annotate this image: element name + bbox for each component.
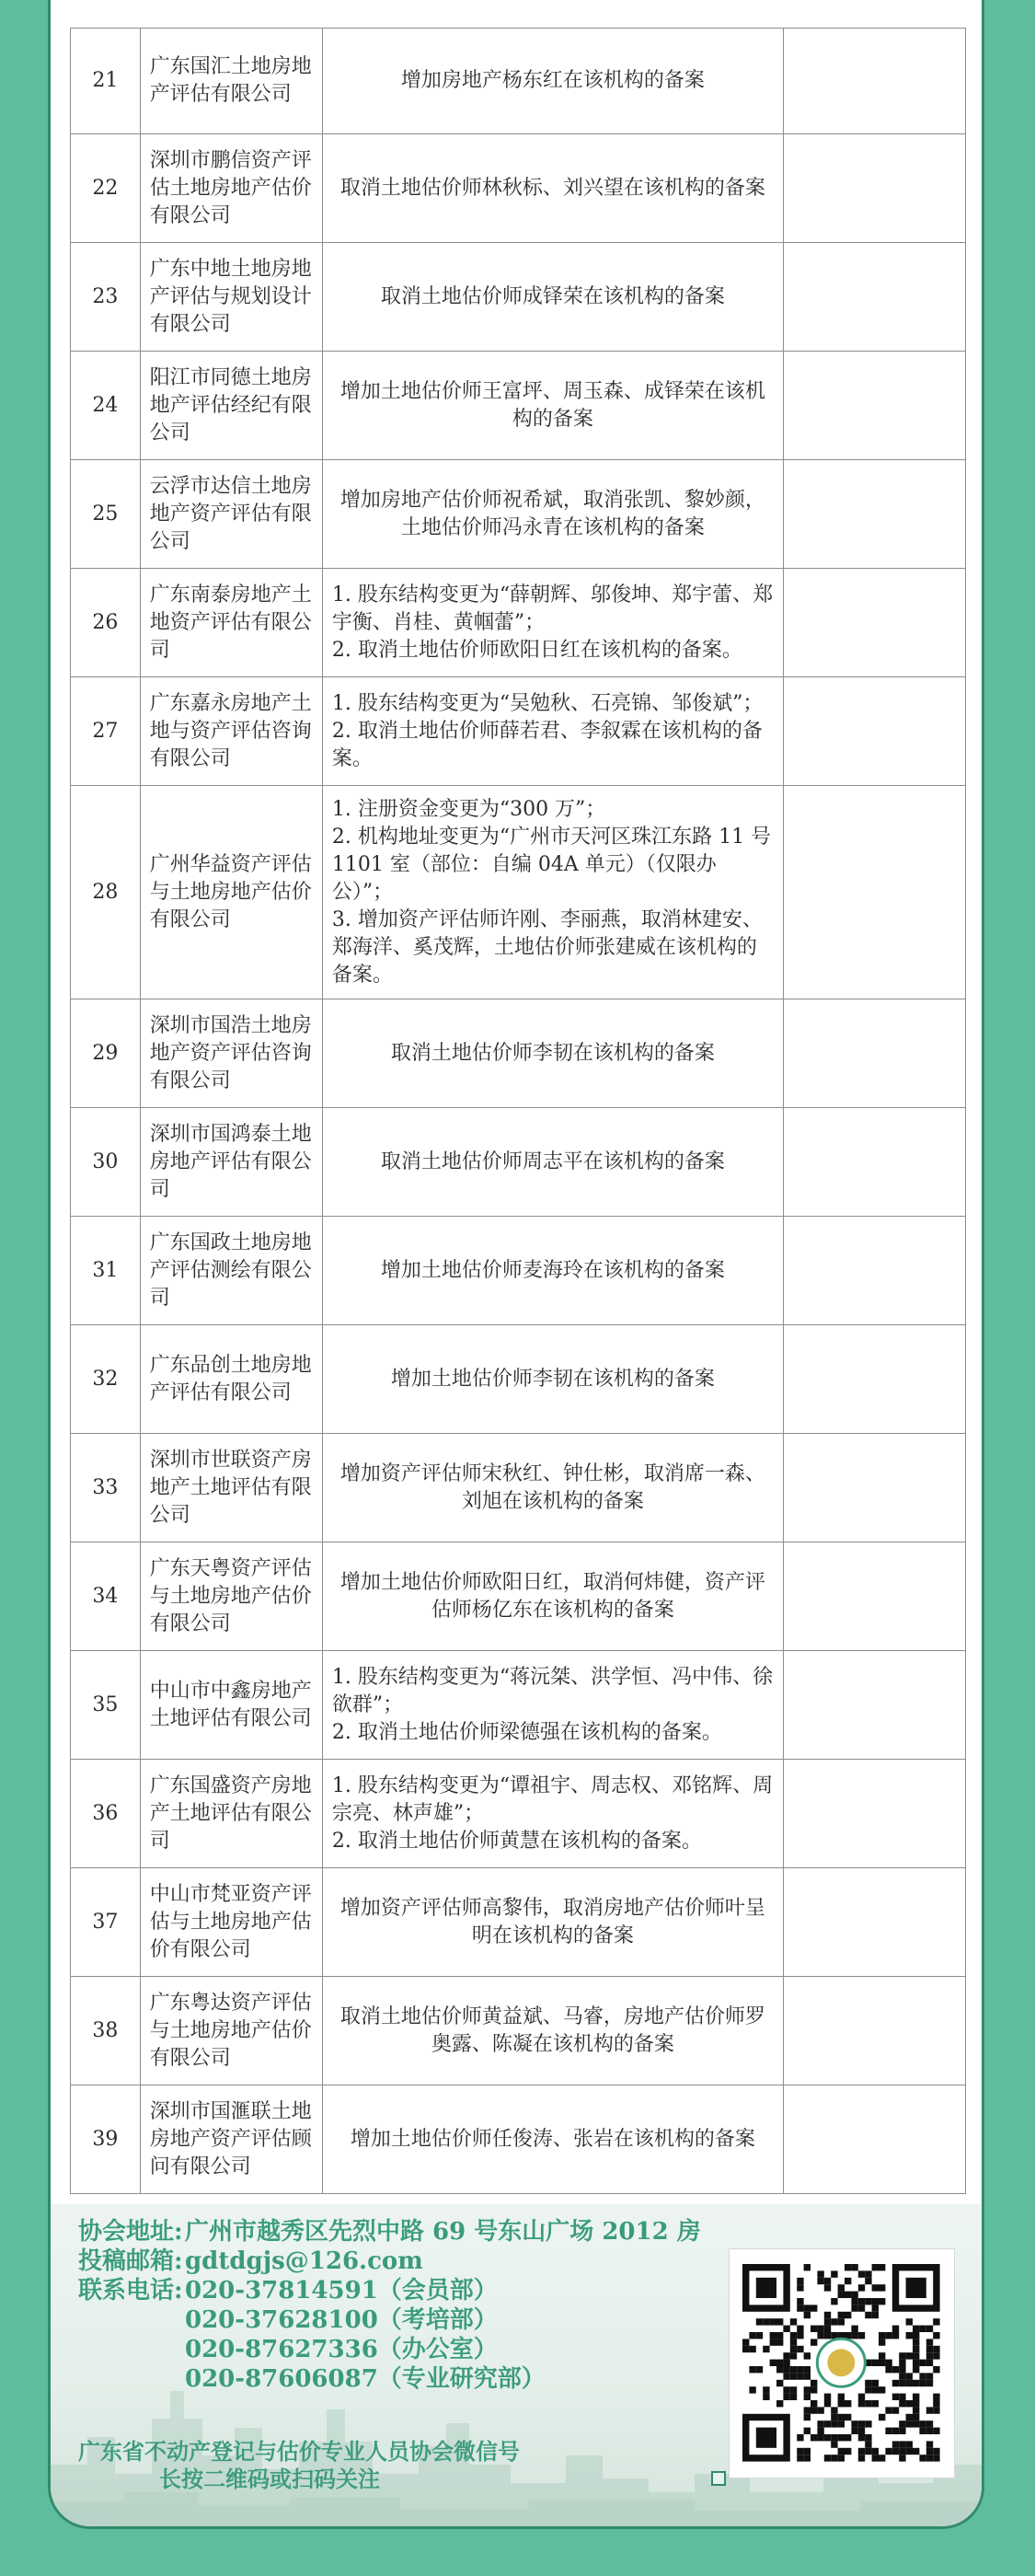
institution-name: 广东粤达资产评估与土地房地产估价有限公司 — [140, 1977, 322, 2085]
change-content-line: 取消土地估价师林秋标、刘兴望在该机构的备案 — [339, 176, 765, 200]
change-content-line: 取消土地估价师李韧在该机构的备案 — [390, 1041, 715, 1065]
change-content — [322, 677, 783, 786]
remarks-cell — [783, 1108, 965, 1217]
row-number: 34 — [71, 1542, 141, 1651]
table-row — [71, 460, 966, 569]
remarks-cell — [783, 1434, 965, 1542]
institution-name: 深圳市国浩土地房地产资产评估咨询有限公司 — [140, 999, 322, 1108]
change-content — [322, 243, 783, 352]
address-label: 协会地址: — [78, 2218, 183, 2246]
remarks-cell — [783, 1651, 965, 1760]
change-content — [322, 352, 783, 460]
remarks-cell — [783, 1760, 965, 1868]
row-number: 21 — [71, 29, 141, 134]
remarks-cell — [783, 786, 965, 999]
wechat-caption-line2: 长按二维码或扫码关注 — [159, 2466, 380, 2492]
change-content-line: 增加土地估价师王富坪、周玉森、成铎荣在该机构的备案 — [339, 379, 765, 431]
remarks-cell — [783, 243, 965, 352]
change-content-line: 1. 股东结构变更为“薛朝辉、邬俊坤、郑宇蕾、郑宇衡、肖桂、黄帼蕾”； — [331, 583, 774, 634]
change-content-line: 取消土地估价师成铎荣在该机构的备案 — [380, 284, 725, 308]
remarks-cell — [783, 999, 965, 1108]
address-row — [78, 2217, 704, 2247]
table-row — [71, 1542, 966, 1651]
change-content-line: 增加房地产杨东红在该机构的备案 — [400, 69, 705, 92]
institution-name: 阳江市同德土地房地产评估经纪有限公司 — [140, 352, 322, 460]
change-content-line: 增加土地估价师任俊涛、张岩在该机构的备案 — [350, 2127, 755, 2151]
change-content — [322, 1868, 783, 1977]
phone-value-4: 020-87606087（专业研究部） — [185, 2365, 546, 2393]
row-number: 32 — [71, 1325, 141, 1434]
change-content-line: 3. 增加资产评估师许刚、李丽燕，取消林建安、郑海洋、奚茂辉，土地估价师张建威在该机构的备案。 — [331, 907, 763, 987]
institution-name: 广东嘉永房地产土地与资产评估咨询有限公司 — [140, 677, 322, 786]
notice-card — [48, 0, 984, 2529]
change-content-line: 取消土地估价师周志平在该机构的备案 — [380, 1149, 725, 1173]
remarks-cell — [783, 352, 965, 460]
change-content-line: 取消土地估价师黄益斌、马睿，房地产估价师罗奥露、陈凝在该机构的备案 — [339, 2004, 765, 2056]
change-content — [322, 569, 783, 677]
institution-name: 深圳市世联资产房地产土地评估有限公司 — [140, 1434, 322, 1542]
change-content — [322, 2085, 783, 2194]
remarks-cell — [783, 2085, 965, 2194]
table-row — [71, 1651, 966, 1760]
change-content — [322, 460, 783, 569]
table-row — [71, 1217, 966, 1325]
remarks-cell — [783, 1217, 965, 1325]
table-row — [71, 1325, 966, 1434]
change-content-line: 增加房地产估价师祝希斌，取消张凯、黎妙颜，土地估价师冯永青在该机构的备案 — [339, 488, 765, 539]
institution-name: 广东品创土地房地产评估有限公司 — [140, 1325, 322, 1434]
row-number: 31 — [71, 1217, 141, 1325]
address-value: 广州市越秀区先烈中路 69 号东山广场 2012 房 — [185, 2218, 701, 2246]
change-content-line: 2. 取消土地估价师薛若君、李叙霖在该机构的备案。 — [331, 719, 763, 770]
institution-name: 深圳市鹏信资产评估土地房地产估价有限公司 — [140, 134, 322, 243]
table-row — [71, 1434, 966, 1542]
table-row — [71, 1108, 966, 1217]
remarks-cell — [783, 569, 965, 677]
change-content — [322, 1434, 783, 1542]
row-number: 33 — [71, 1434, 141, 1542]
row-number: 23 — [71, 243, 141, 352]
row-number: 38 — [71, 1977, 141, 2085]
row-number: 35 — [71, 1651, 141, 1760]
remarks-cell — [783, 460, 965, 569]
institution-name: 中山市中鑫房地产土地评估有限公司 — [140, 1651, 322, 1760]
row-number: 26 — [71, 569, 141, 677]
remarks-cell — [783, 1325, 965, 1434]
change-content-line: 1. 股东结构变更为“谭祖宇、周志权、邓铭辉、周宗亮、林声雄”； — [331, 1773, 774, 1825]
table-row — [71, 134, 966, 243]
row-number: 37 — [71, 1868, 141, 1977]
phone-value-3: 020-87627336（办公室） — [185, 2336, 498, 2363]
change-content — [322, 999, 783, 1108]
change-content — [322, 1651, 783, 1760]
qr-code-icon[interactable] — [729, 2248, 955, 2478]
row-number: 29 — [71, 999, 141, 1108]
change-content — [322, 1325, 783, 1434]
phone-label: 联系电话: — [78, 2277, 183, 2305]
institution-name: 广东天粤资产评估与土地房地产估价有限公司 — [140, 1542, 322, 1651]
institution-name: 广东国政土地房地产评估测绘有限公司 — [140, 1217, 322, 1325]
change-content-line: 2. 取消土地估价师欧阳日红在该机构的备案。 — [331, 638, 742, 662]
email-label: 投稿邮箱: — [78, 2247, 183, 2275]
row-number: 22 — [71, 134, 141, 243]
change-content-line: 1. 注册资金变更为“300 万”； — [331, 797, 606, 821]
row-number: 24 — [71, 352, 141, 460]
change-content-line: 2. 机构地址变更为“广州市天河区珠江东路 11 号 1101 室（部位：自编 04A 单元）（仅限办公）”； — [331, 825, 772, 904]
row-number: 39 — [71, 2085, 141, 2194]
institution-name: 广州华益资产评估与土地房地产估价有限公司 — [140, 786, 322, 999]
qr-code-graphic — [730, 2249, 954, 2478]
contact-footer — [51, 2204, 984, 2529]
records-table — [70, 28, 966, 2194]
table-row — [71, 1760, 966, 1868]
remarks-cell — [783, 29, 965, 134]
change-content — [322, 134, 783, 243]
institution-name: 云浮市达信土地房地产资产评估有限公司 — [140, 460, 322, 569]
wechat-caption — [78, 2438, 520, 2493]
change-content-line: 2. 取消土地估价师梁德强在该机构的备案。 — [331, 1720, 722, 1744]
change-content-line: 增加资产评估师高黎伟，取消房地产估价师叶呈明在该机构的备案 — [339, 1896, 765, 1947]
table-row — [71, 677, 966, 786]
remarks-cell — [783, 1868, 965, 1977]
row-number: 36 — [71, 1760, 141, 1868]
row-number: 28 — [71, 786, 141, 999]
institution-name: 广东国盛资产房地产土地评估有限公司 — [140, 1760, 322, 1868]
institution-name: 深圳市国鸿泰土地房地产评估有限公司 — [140, 1108, 322, 1217]
table-row — [71, 1977, 966, 2085]
qr-corner-icon — [711, 2471, 726, 2486]
table-row — [71, 352, 966, 460]
remarks-cell — [783, 1977, 965, 2085]
phone-value-1: 020-37814591（会员部） — [185, 2277, 498, 2305]
institution-name: 中山市梵亚资产评估与土地房地产估价有限公司 — [140, 1868, 322, 1977]
change-content — [322, 1760, 783, 1868]
remarks-cell — [783, 1542, 965, 1651]
row-number: 25 — [71, 460, 141, 569]
change-content — [322, 1217, 783, 1325]
table-row — [71, 1868, 966, 1977]
change-content-line: 增加土地估价师李韧在该机构的备案 — [390, 1367, 715, 1391]
phone-list — [185, 2305, 704, 2394]
table-row — [71, 2085, 966, 2194]
change-content-line: 1. 股东结构变更为“吴勉秋、石亮锦、邹俊斌”； — [331, 691, 764, 715]
change-content-line: 增加土地估价师麦海玲在该机构的备案 — [380, 1258, 725, 1282]
contact-info — [78, 2217, 704, 2394]
table-row — [71, 569, 966, 677]
institution-name: 广东南泰房地产土地资产评估有限公司 — [140, 569, 322, 677]
change-content-line: 增加资产评估师宋秋红、钟仕彬，取消席一森、刘旭在该机构的备案 — [339, 1461, 765, 1513]
change-content-line: 增加土地估价师欧阳日红，取消何炜健，资产评估师杨亿东在该机构的备案 — [339, 1570, 765, 1622]
change-content — [322, 1542, 783, 1651]
table-row — [71, 999, 966, 1108]
row-number: 30 — [71, 1108, 141, 1217]
row-number: 27 — [71, 677, 141, 786]
remarks-cell — [783, 677, 965, 786]
table-row — [71, 786, 966, 999]
change-content — [322, 1977, 783, 2085]
institution-name: 深圳市国滙联土地房地产资产评估顾问有限公司 — [140, 2085, 322, 2194]
change-content — [322, 29, 783, 134]
wechat-caption-line1: 广东省不动产登记与估价专业人员协会微信号 — [78, 2438, 520, 2465]
change-content-line: 1. 股东结构变更为“蒋沅桀、洪学恒、冯中伟、徐欲群”； — [331, 1665, 774, 1716]
email-row — [78, 2247, 704, 2276]
change-content — [322, 1108, 783, 1217]
institution-name: 广东国汇土地房地产评估有限公司 — [140, 29, 322, 134]
change-content-line: 2. 取消土地估价师黄慧在该机构的备案。 — [331, 1829, 702, 1853]
phone-value-2: 020-37628100（考培部） — [185, 2306, 498, 2334]
phone-row — [78, 2276, 704, 2305]
table-row — [71, 29, 966, 134]
email-value[interactable]: gdtdgjs@126.com — [185, 2247, 423, 2275]
records-table-body — [71, 29, 966, 2194]
institution-name: 广东中地土地房地产评估与规划设计有限公司 — [140, 243, 322, 352]
remarks-cell — [783, 134, 965, 243]
table-row — [71, 243, 966, 352]
change-content — [322, 786, 783, 999]
